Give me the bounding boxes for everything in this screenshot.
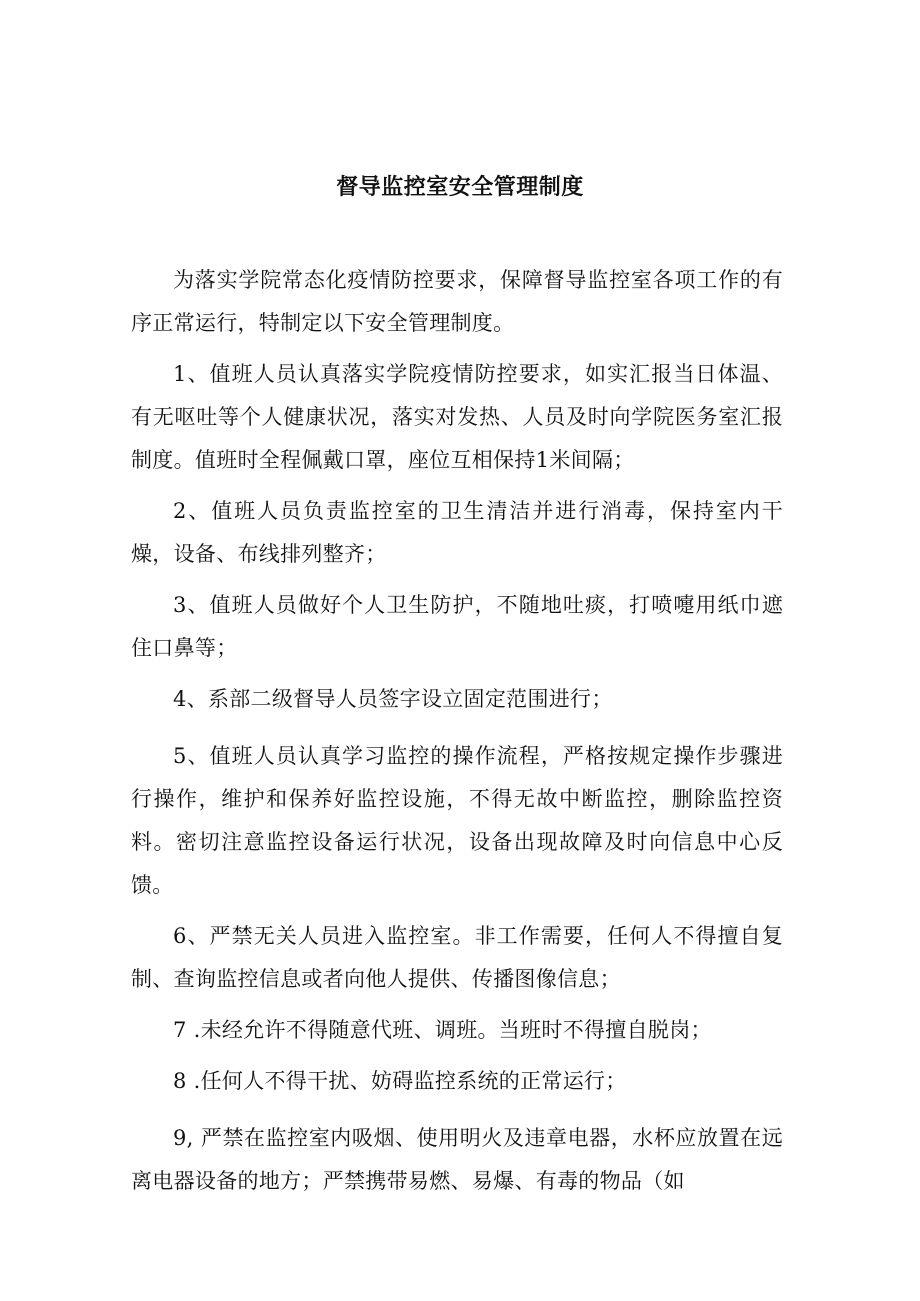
document-body [131,259,783,1211]
rule-3-paragraph: 3、值班人员做好个人卫生防护，不随地吐痰，打喷嚏用纸巾遮住口鼻等； [131,593,783,660]
rule-2-paragraph: 2、值班人员负责监控室的卫生清洁并进行消毒，保持室内干燥，设备、布线排列整齐； [131,499,783,566]
rule-7-paragraph: 7 .未经允许不得随意代班、调班。当班时不得擅自脱岗； [173,1018,712,1042]
intro-paragraph: 为落实学院常态化疫情防控要求，保障督导监控室各项工作的有序正常运行，特制定以下安全管理制度。 [131,268,783,335]
rule-6-paragraph: 6、严禁无关人员进入监控室。非工作需要，任何人不得擅自复制、查询监控信息或者向他人提供、传播图像信息； [131,924,783,991]
rule-9-paragraph: 9, 严禁在监控室内吸烟、使用明火及违章电器，水杯应放置在远离电器设备的地方；严禁携带易燃、易爆、有毒的物品（如 [131,1126,783,1193]
rule-1-paragraph: 1、值班人员认真落实学院疫情防控要求，如实汇报当日体温、有无呕吐等个人健康状况，落实对发热、人员及时向学院医务室汇报制度。值班时全程佩戴口罩，座位互相保持1米间隔； [131,362,783,472]
document-title: 督导监控室安全管理制度 [336,175,584,200]
rule-5-paragraph: 5、值班人员认真学习监控的操作流程，严格按规定操作步骤进行操作，维护和保养好监控设施，不得无故中断监控，删除监控资料。密切注意监控设备运行状况，设备出现故障及时向信息中心反馈。 [131,744,783,897]
rule-8-paragraph: 8 .任何人不得干扰、妨碍监控系统的正常运行； [173,1069,627,1093]
rule-4-paragraph: 4、系部二级督导人员签字设立固定范围进行； [173,687,613,711]
